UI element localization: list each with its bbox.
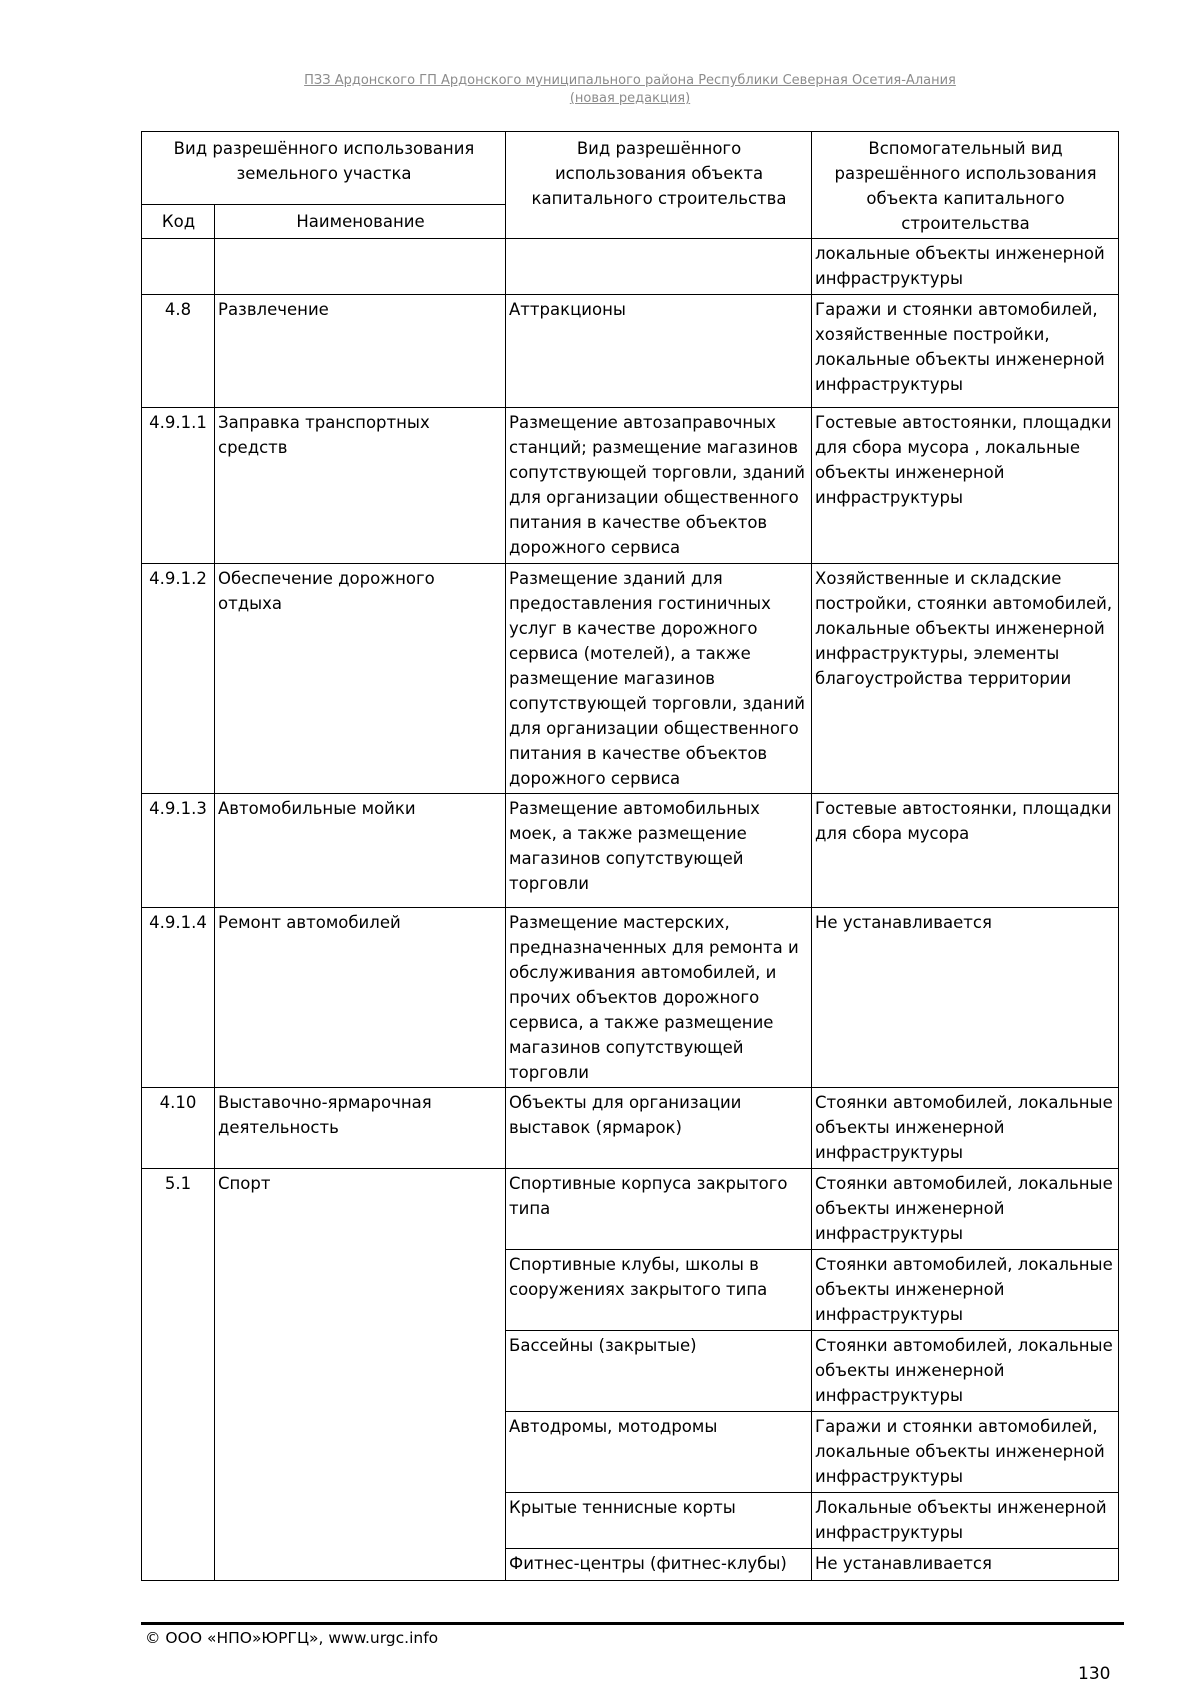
header-capital-use: Вид разрешённого использования объекта капитального строительства	[506, 132, 812, 239]
cell-capital: Спортивные корпуса закрытого типа	[506, 1169, 812, 1250]
cell-code: 4.9.1.1	[142, 408, 215, 564]
cell-auxiliary: Стоянки автомобилей, локальные объекты инженерной инфраструктуры	[812, 1169, 1119, 1250]
document-header	[140, 72, 1120, 108]
table-row	[142, 908, 1119, 1088]
cell-code: 4.9.1.4	[142, 908, 215, 1088]
cell-auxiliary: Не устанавливается	[812, 908, 1119, 1088]
header-name: Наименование	[215, 204, 506, 238]
table-row	[142, 239, 1119, 295]
cell-auxiliary: Гостевые автостоянки, площадки для сбора мусора , локальные объекты инженерной инфраструктуры	[812, 408, 1119, 564]
cell-auxiliary: Стоянки автомобилей, локальные объекты инженерной инфраструктуры	[812, 1331, 1119, 1412]
table-row	[142, 564, 1119, 794]
header-auxiliary-use: Вспомогательный вид разрешённого использования объекта капитального строительства	[812, 132, 1119, 239]
cell-capital: Автодромы, мотодромы	[506, 1412, 812, 1493]
cell-capital: Размещение автомобильных моек, а также размещение магазинов сопутствующей торговли	[506, 794, 812, 908]
cell-auxiliary: Не устанавливается	[812, 1549, 1119, 1581]
cell-name: Ремонт автомобилей	[215, 908, 506, 1088]
cell-auxiliary: Стоянки автомобилей, локальные объекты инженерной инфраструктуры	[812, 1088, 1119, 1169]
cell-auxiliary: локальные объекты инженерной инфраструктуры	[812, 239, 1119, 295]
table-row	[142, 1088, 1119, 1169]
header-code: Код	[142, 204, 215, 238]
cell-code: 4.9.1.3	[142, 794, 215, 908]
cell-code: 5.1	[142, 1169, 215, 1581]
cell-name	[215, 239, 506, 295]
cell-capital: Размещение мастерских, предназначенных для ремонта и обслуживания автомобилей, и прочих объектов дорожного сервиса, а также размещение магазинов сопутствующей торговли	[506, 908, 812, 1088]
cell-capital: Фитнес-центры (фитнес-клубы)	[506, 1549, 812, 1581]
cell-auxiliary: Хозяйственные и складские постройки, стоянки автомобилей, локальные объекты инженерной инфраструктуры, элементы благоустройства территории	[812, 564, 1119, 794]
table-row	[142, 295, 1119, 408]
cell-capital: Бассейны (закрытые)	[506, 1331, 812, 1412]
page-number: 130	[1078, 1664, 1111, 1684]
cell-capital: Размещение зданий для предоставления гостиничных услуг в качестве дорожного сервиса (мотелей), а также размещение магазинов сопутствующей торговли, зданий для организации общественного питания в качестве объектов дорожного сервиса	[506, 564, 812, 794]
cell-code: 4.9.1.2	[142, 564, 215, 794]
cell-capital: Спортивные клубы, школы в сооружениях закрытого типа	[506, 1250, 812, 1331]
cell-name: Обеспечение дорожного отдыха	[215, 564, 506, 794]
cell-capital: Размещение автозаправочных станций; размещение магазинов сопутствующей торговли, зданий для организации общественного питания в качестве объектов дорожного сервиса	[506, 408, 812, 564]
cell-capital: Аттракционы	[506, 295, 812, 408]
header-title: ПЗЗ Ардонского ГП Ардонского муниципального района Республики Северная Осетия-Алания	[304, 73, 956, 88]
table-row	[142, 408, 1119, 564]
cell-name: Выставочно-ярмарочная деятельность	[215, 1088, 506, 1169]
cell-code: 4.10	[142, 1088, 215, 1169]
cell-name: Развлечение	[215, 295, 506, 408]
table-row	[142, 1169, 1119, 1250]
footer-divider	[141, 1622, 1124, 1625]
cell-capital: Крытые теннисные корты	[506, 1493, 812, 1549]
cell-capital: Объекты для организации выставок (ярмарок)	[506, 1088, 812, 1169]
footer-copyright: © ООО «НПО»ЮРГЦ», www.urgc.info	[145, 1629, 439, 1647]
cell-code: 4.8	[142, 295, 215, 408]
cell-code	[142, 239, 215, 295]
cell-auxiliary: Гаражи и стоянки автомобилей, хозяйственные постройки, локальные объекты инженерной инфраструктуры	[812, 295, 1119, 408]
cell-auxiliary: Гаражи и стоянки автомобилей, локальные объекты инженерной инфраструктуры	[812, 1412, 1119, 1493]
header-land-use: Вид разрешённого использования земельного участка	[142, 132, 506, 205]
table-row	[142, 794, 1119, 908]
land-use-table	[141, 131, 1119, 1581]
cell-name: Заправка транспортных средств	[215, 408, 506, 564]
cell-auxiliary: Гостевые автостоянки, площадки для сбора мусора	[812, 794, 1119, 908]
cell-name: Автомобильные мойки	[215, 794, 506, 908]
cell-capital	[506, 239, 812, 295]
cell-auxiliary: Стоянки автомобилей, локальные объекты инженерной инфраструктуры	[812, 1250, 1119, 1331]
header-subtitle: (новая редакция)	[569, 91, 691, 106]
cell-name: Спорт	[215, 1169, 506, 1581]
cell-auxiliary: Локальные объекты инженерной инфраструктуры	[812, 1493, 1119, 1549]
